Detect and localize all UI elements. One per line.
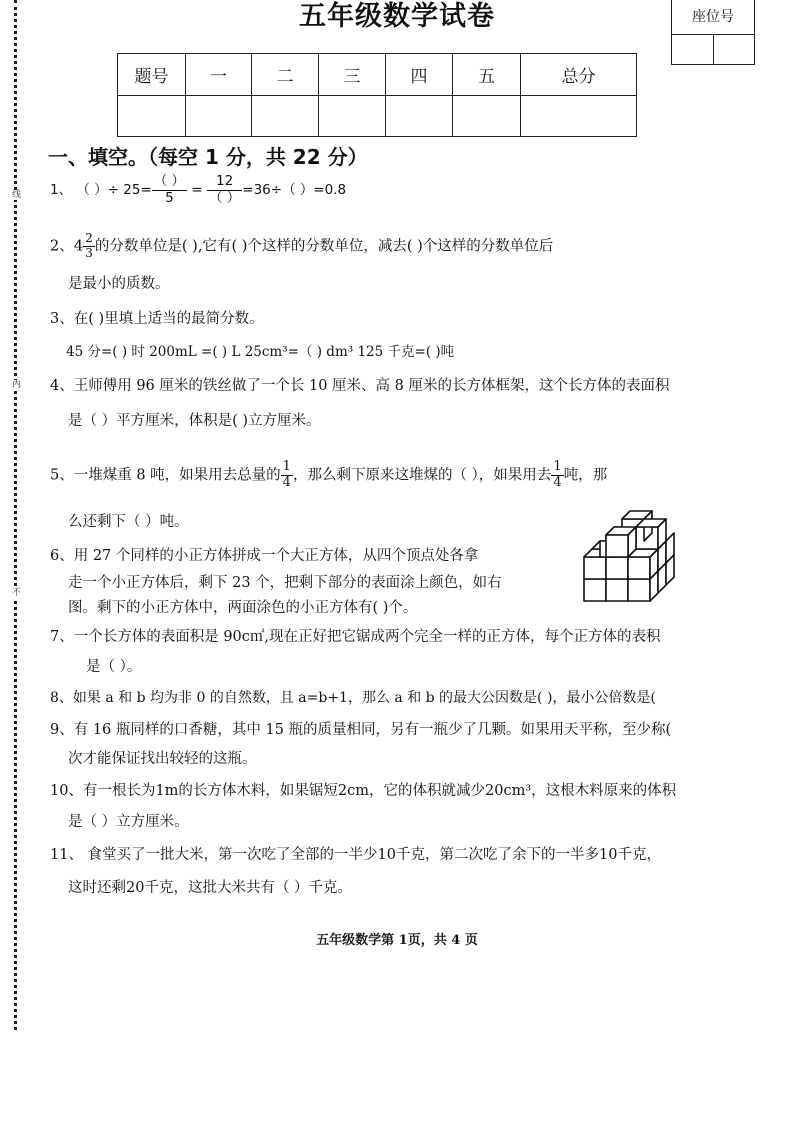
q2-fraction xyxy=(83,232,95,261)
q1-frac1-denominator: 5 xyxy=(165,189,174,206)
q1-frac1-numerator[interactable]: （ ） xyxy=(153,173,186,189)
cube-figure xyxy=(578,503,682,609)
q1-equals: = xyxy=(191,182,203,199)
q1-frac2-denominator[interactable]: （ ） xyxy=(208,189,241,206)
score-cell[interactable] xyxy=(186,96,252,137)
score-cell[interactable] xyxy=(521,96,637,137)
score-cell[interactable] xyxy=(118,96,186,137)
score-table-score-row xyxy=(118,96,637,137)
question-10: 10、有一根长为1m的长方体木料，如果锯短2cm，它的体积就减少20cm³，这根木料原来的体积 xyxy=(50,783,677,799)
q2-frac-numerator: 2 xyxy=(85,231,93,245)
q5-frac2-numerator: 1 xyxy=(553,459,562,474)
question-6-line-2: 走一个小正方体后，剩下 23 个，把剩下部分的表面涂上颜色，如右 xyxy=(68,575,502,591)
q2-frac-denominator: 3 xyxy=(85,245,93,260)
binding-mark-1: 线 xyxy=(12,190,22,200)
q5-part2: ，那么剩下原来这堆煤的（ ），如果用去 xyxy=(292,467,552,484)
header-cell-5: 五 xyxy=(453,54,521,96)
question-3: 3、在( )里填上适当的最简分数。 xyxy=(50,311,264,327)
header-cell-question-no: 题号 xyxy=(118,54,186,96)
seat-cell-1[interactable] xyxy=(672,35,713,64)
seat-cell-2[interactable] xyxy=(713,35,755,64)
binding-mark-3: 不 xyxy=(12,588,22,598)
score-table-header-row xyxy=(118,54,637,96)
question-3-blanks: 45 分=( ) 时 200mL =( ) L 25cm³=（ ) dm³ 125 千克=( )吨 xyxy=(66,344,455,360)
seat-number-box xyxy=(671,0,755,65)
score-cell[interactable] xyxy=(386,96,453,137)
header-cell-4: 四 xyxy=(386,54,453,96)
question-1 xyxy=(50,174,346,206)
question-5-line-2: 么还剩下（ ）吨。 xyxy=(68,514,189,530)
question-7: 7、一个长方体的表面积是 90c㎡,现在正好把它锯成两个完全一样的正方体，每个正方体的表积 xyxy=(50,629,661,645)
q2-number: 2、 xyxy=(50,238,74,255)
score-cell[interactable] xyxy=(453,96,521,137)
q5-fraction-2 xyxy=(551,460,563,491)
q5-frac1-numerator: 1 xyxy=(282,459,291,474)
score-cell[interactable] xyxy=(319,96,386,137)
header-cell-total: 总分 xyxy=(521,54,637,96)
q1-prefix: 1、 （ ）÷ 25= xyxy=(50,182,152,199)
score-cell[interactable] xyxy=(252,96,319,137)
q5-frac2-denominator: 4 xyxy=(553,474,562,490)
question-2-line-2: 是最小的质数。 xyxy=(68,276,170,292)
seat-number-label: 座位号 xyxy=(672,0,754,35)
page-title: 五年级数学试卷 xyxy=(299,1,495,32)
question-4: 4、王师傅用 96 厘米的铁丝做了一个长 10 厘米、高 8 厘米的长方体框架，这个长方体的表面积 xyxy=(50,378,670,394)
q2-whole: 4 xyxy=(73,236,84,255)
question-8: 8、如果 a 和 b 均为非 0 的自然数，且 a=b+1，那么 a 和 b 的最大公因数是( )，最小公倍数是( xyxy=(50,690,656,706)
question-4-line-2: 是（ ）平方厘米，体积是( )立方厘米。 xyxy=(68,413,321,429)
header-cell-3: 三 xyxy=(319,54,386,96)
q5-part3: 吨，那 xyxy=(563,467,608,484)
q2-text: 的分数单位是( ),它有( )个这样的分数单位，减去( )个这样的分数单位后 xyxy=(94,238,554,255)
question-7-line-2: 是（ ）。 xyxy=(86,659,142,675)
page-footer: 五年级数学第 1页，共 4 页 xyxy=(316,933,478,948)
binding-mark-2: 内 xyxy=(12,380,22,390)
question-2 xyxy=(50,232,553,261)
q1-fraction-2 xyxy=(207,174,242,206)
question-5 xyxy=(50,460,607,491)
question-10-line-2: 是（ ）立方厘米。 xyxy=(68,814,189,830)
header-cell-1: 一 xyxy=(186,54,252,96)
q5-fraction-1 xyxy=(281,460,293,491)
section-heading: 一、填空。（每空 1 分，共 22 分） xyxy=(48,145,368,169)
q5-frac1-denominator: 4 xyxy=(282,474,291,490)
binding-dotted-line xyxy=(14,0,17,1030)
question-6-line-3: 图。剩下的小正方体中，两面涂色的小正方体有( )个。 xyxy=(68,600,418,616)
q1-suffix: =36÷（ ）=0.8 xyxy=(242,182,347,199)
q1-fraction-1 xyxy=(152,174,187,206)
q5-part1: 5、一堆煤重 8 吨，如果用去总量的 xyxy=(50,467,281,484)
question-11-line-2: 这时还剩20千克，这批大米共有（ ）千克。 xyxy=(68,880,353,896)
question-6: 6、用 27 个同样的小正方体拼成一个大正方体，从四个顶点处各拿 xyxy=(50,548,479,564)
header-cell-2: 二 xyxy=(252,54,319,96)
question-11: 11、 食堂买了一批大米，第一次吃了全部的一半少10千克，第二次吃了余下的一半多10千克， xyxy=(50,847,661,863)
q1-frac2-numerator: 12 xyxy=(207,174,242,191)
question-9-line-2: 次才能保证找出较轻的这瓶。 xyxy=(68,751,257,767)
score-table xyxy=(117,53,637,137)
question-9: 9、有 16 瓶同样的口香糖，其中 15 瓶的质量相同，另有一瓶少了几颗。如果用天平称，至少称( xyxy=(50,722,672,738)
